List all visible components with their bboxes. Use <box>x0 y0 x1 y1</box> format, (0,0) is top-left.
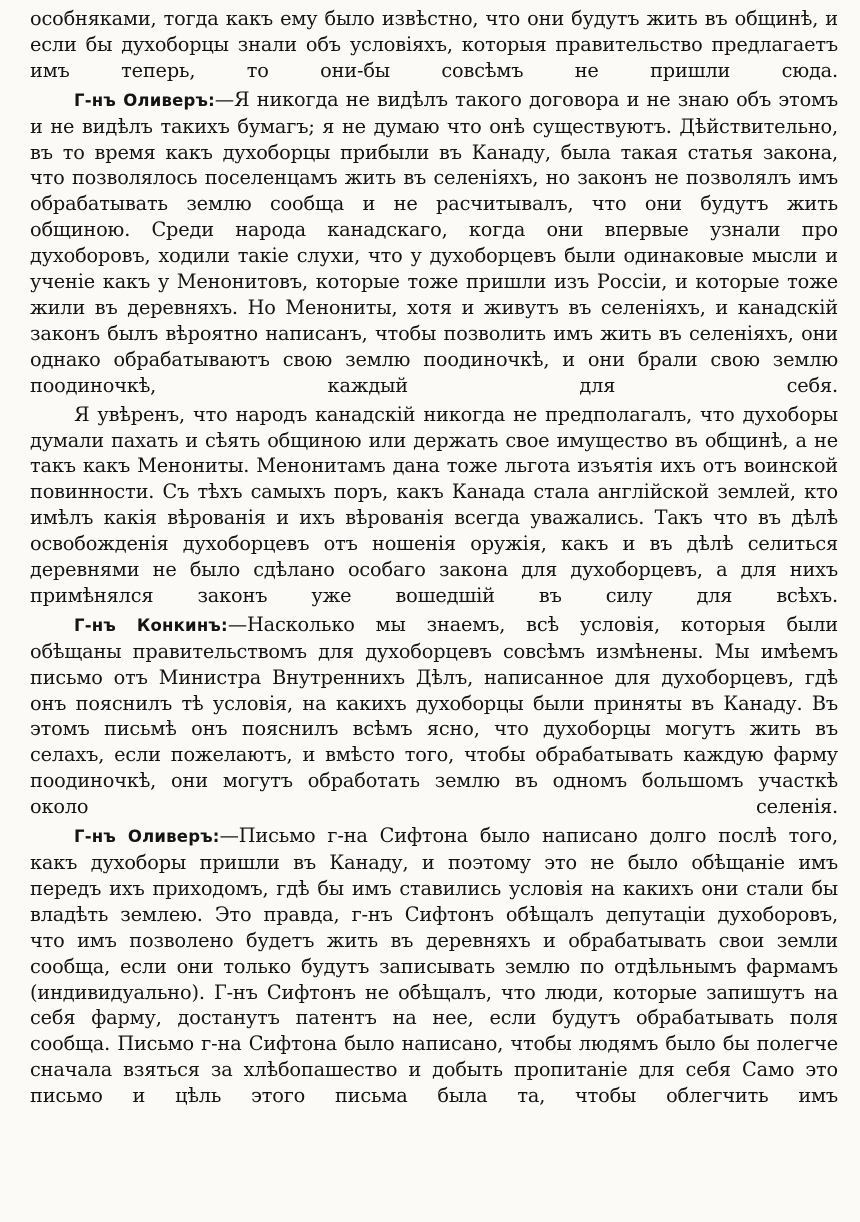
paragraph-3-text: Я увѣренъ, что народъ канадскій никогда не предполагалъ, что духоборы думали пахать и сѣять общиною или держать свое имущество въ общинѣ, а не такъ какъ Менониты. Менонитамъ дана тоже льгота изъятія ихъ отъ воинской повинности. Съ тѣхъ самыхъ поръ, какъ Канада стала англійской землей, кто имѣлъ какія вѣрованія и ихъ вѣрованія всегда уважались. Такъ что въ дѣлѣ освобожденія духоборцевъ отъ ношенія оружія, какъ и въ дѣлѣ селиться деревнями не было сдѣлано особаго закона для духоборцевъ, а для нихъ примѣнялся законъ уже вошедшій въ силу для всѣхъ. <box>30 402 838 607</box>
paragraph-5 <box>30 823 838 1109</box>
paragraph-1-text: особняками, тогда какъ ему было извѣстно, что они будутъ жить въ общинѣ, и если бы духоборцы знали объ условіяхъ, которыя правительство предлагаетъ имъ теперь, то они-бы совсѣмъ не пришли сюда. <box>30 7 838 82</box>
speaker-name: Г-нъ Конкинъ: <box>74 615 228 635</box>
paragraph-4 <box>30 612 838 820</box>
paragraph-1 <box>30 6 838 84</box>
paragraph-3 <box>30 402 838 609</box>
speaker-name: Г-нъ Оливеръ: <box>74 827 220 847</box>
speaker-name: Г-нъ Оливеръ: <box>74 90 215 110</box>
paragraph-2-text: —Я никогда не видѣлъ такого договора и не знаю объ этомъ и не видѣлъ такихъ бумагъ; я не думаю что онѣ существуютъ. Дѣйствительно, въ то время какъ духоборцы прибыли въ Канаду, была такая статья закона, что позволялось поселенцамъ жить въ селеніяхъ, но законъ не позволялъ имъ обрабатывать землю сообща и не расчитывалъ, что они будутъ жить общиною. Среди народа канадскаго, когда они впервые узнали про духоборовъ, ходили такіе слухи, что у духоборцевъ были одинаковые мысли и ученіе какъ у Менонитовъ, которые тоже пришли изъ Россіи, и которые тоже жили въ деревняхъ. Но Менониты, хотя и живутъ въ селеніяхъ, и канадскій законъ былъ вѣроятно написанъ, чтобы позволить имъ жить въ селеніяхъ, они однако обрабатываютъ свою землю поодиночкѣ, и они брали свою землю поодиночкѣ, каждый для себя. <box>30 87 838 397</box>
paragraph-5-text: —Письмо г-на Сифтона было написано долго послѣ того, какъ духоборы пришли въ Канаду, и поэтому это не было обѣщаніе имъ передъ ихъ приходомъ, гдѣ бы имъ ставились условія на какихъ они стали бы владѣть землею. Это правда, г-нъ Сифтонъ обѣщалъ депутаціи духоборовъ, что имъ позволено будетъ жить въ деревняхъ и обрабатывать свои земли сообща, если они только будутъ записывать землю по отдѣльнымъ фармамъ (индивидуально). Г-нъ Сифтонъ не обѣщалъ, что люди, которые запишутъ на себя фарму, достанутъ патентъ на нее, если будутъ обрабатывать поля сообща. Письмо г-на Сифтона было написано, чтобы людямъ было бы полегче сначала взяться за хлѣбопашество и добыть пропитаніе для себя Само это письмо и цѣль этого письма была та, чтобы облегчить имъ <box>30 824 838 1108</box>
paragraph-2 <box>30 87 838 399</box>
paragraph-4-text: —Насколько мы знаемъ, всѣ условія, которыя были обѣщаны правительствомъ для духоборцевъ совсѣмъ измѣнены. Мы имѣемъ письмо отъ Министра Внутреннихъ Дѣлъ, написанное для духоборцевъ, гдѣ онъ пояснилъ тѣ условія, на какихъ духоборцы были приняты въ Канаду. Въ этомъ письмѣ онъ пояснилъ всѣмъ ясно, что духоборцы могутъ жить въ селахъ, если пожелаютъ, и вмѣсто того, чтобы обрабатывать каждую фарму поодиночкѣ, они могутъ обработать землю въ одномъ большомъ участкѣ около селенія. <box>30 612 838 819</box>
